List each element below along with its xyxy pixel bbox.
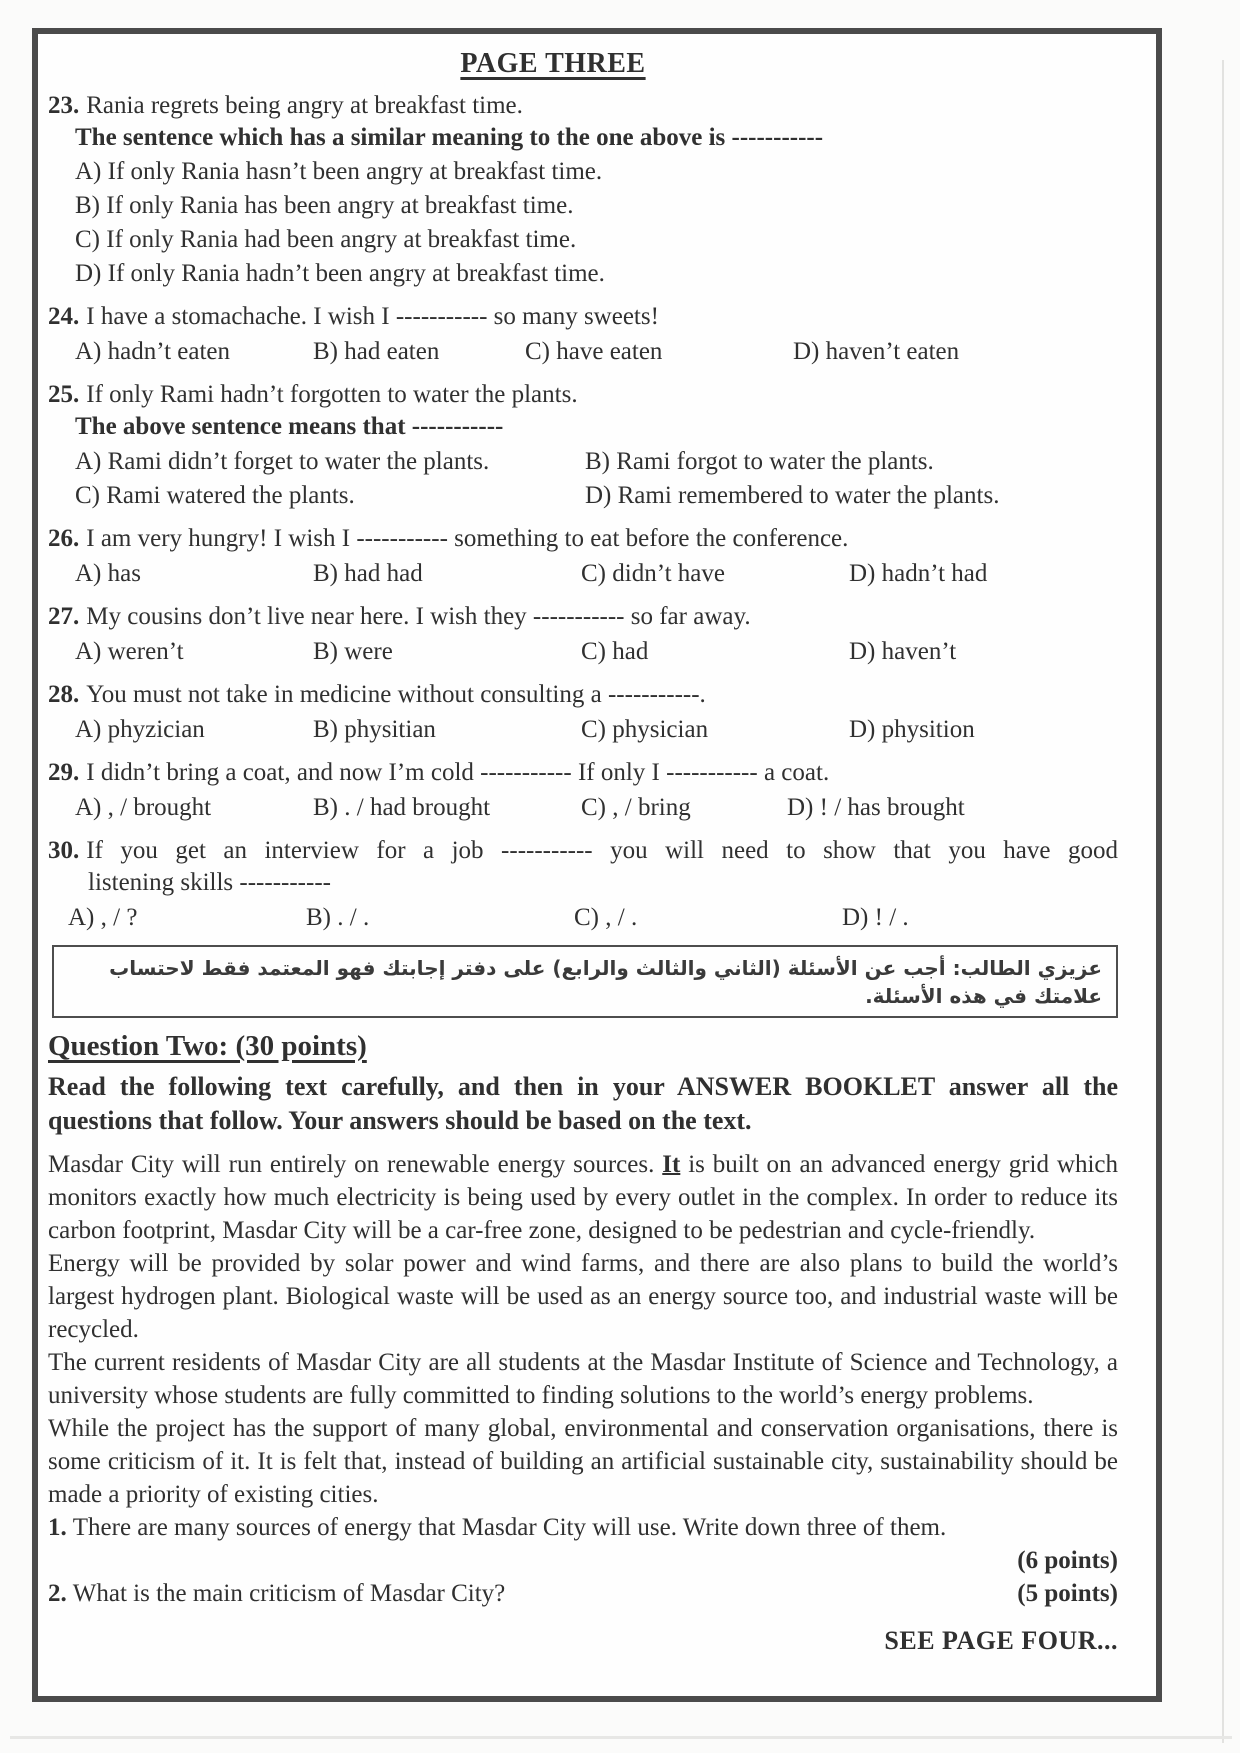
question-23-option-b: B) If only Rania has been angry at breakfast time. (75, 192, 574, 219)
question-27-option-c: C) had (581, 638, 649, 665)
question-28-stem (48, 679, 1118, 711)
question-29-stem-text: I didn’t bring a coat, and now I’m cold ----------- If only I ----------- a coat. (86, 759, 830, 786)
question-24-options (75, 336, 1118, 368)
question-25-option-b: B) Rami forgot to water the plants. (585, 448, 934, 475)
arabic-instruction-box: عزيزي الطالب: أجب عن الأسئلة (الثاني والثالث والرابع) على دفتر إجابتك فهو المعتمد فقط لاحتساب علامتك في هذه الأسئلة. (52, 945, 1118, 1018)
question-29-stem (48, 757, 1118, 789)
question-26-stem (48, 523, 1118, 555)
see-page-four-footer: SEE PAGE FOUR... (884, 1626, 1118, 1655)
reading-passage (48, 1148, 1118, 1511)
task-2-number: 2. (48, 1580, 67, 1607)
question-27-number: 27. (48, 603, 80, 630)
question-26-option-b: B) had had (313, 560, 423, 587)
question-24-stem (48, 301, 1118, 333)
question-26-stem-text: I am very hungry! I wish I ----------- something to eat before the conference. (86, 525, 849, 552)
question-30-option-d: D) ! / . (842, 904, 909, 931)
question-26-number: 26. (48, 525, 80, 552)
question-24-stem-text: I have a stomachache. I wish I ----------- so many sweets! (86, 303, 659, 330)
passage-paragraph-2: Energy will be provided by solar power and wind farms, and there are also plans to build the world’s largest hydrogen plant. Biological waste will be used as an energy source too, and industrial waste will be recycled. (48, 1250, 1118, 1343)
question-28-number: 28. (48, 681, 80, 708)
question-24-number: 24. (48, 303, 80, 330)
question-23 (48, 90, 1118, 290)
question-27-option-a: A) weren’t (75, 638, 184, 665)
task-2-text: What is the main criticism of Masdar City? (72, 1580, 506, 1607)
question-30-stem-line2: listening skills ----------- (88, 869, 331, 896)
question-26-option-a: A) has (75, 560, 141, 587)
question-29-option-a: A) , / brought (75, 794, 212, 821)
task-1-text: There are many sources of energy that Masdar City will use. Write down three of them. (72, 1514, 947, 1541)
task-2 (48, 1577, 1118, 1610)
question-24 (48, 301, 1118, 368)
question-24-option-a: A) hadn’t eaten (75, 338, 231, 365)
question-23-option-d: D) If only Rania hadn’t been angry at breakfast time. (75, 260, 605, 287)
question-25-options (75, 446, 1118, 512)
question-23-stem-text: Rania regrets being angry at breakfast time. (86, 92, 523, 119)
question-23-number: 23. (48, 92, 80, 119)
task-1 (48, 1511, 1118, 1544)
question-30-options (68, 902, 1118, 934)
question-30-number: 30. (48, 837, 80, 864)
question-23-prompt: The sentence which has a similar meaning to the one above is ----------- (75, 124, 824, 151)
question-two-instructions: Read the following text carefully, and then in your ANSWER BOOKLET answer all the questions that follow. Your answers should be based on the text. (48, 1072, 1118, 1135)
page-title (48, 48, 1058, 80)
question-30 (48, 835, 1118, 934)
question-25-stem-text: If only Rami hadn’t forgotten to water the plants. (86, 381, 578, 408)
question-27-stem (48, 601, 1118, 633)
task-1-number: 1. (48, 1514, 67, 1541)
question-29-option-c: C) , / bring (581, 794, 691, 821)
passage-paragraph-3: The current residents of Masdar City are all students at the Masdar Institute of Science and Technology, a university whose students are fully committed to finding solutions to the world’s energy problems. (48, 1349, 1118, 1409)
question-28-option-b: B) physitian (313, 716, 436, 743)
question-27-option-b: B) were (313, 638, 393, 665)
question-25-option-d: D) Rami remembered to water the plants. (585, 482, 1000, 509)
question-26-option-d: D) hadn’t had (849, 560, 988, 587)
question-28 (48, 679, 1118, 746)
question-two-section (48, 1028, 1118, 1610)
question-29-option-d: D) ! / has brought (787, 794, 965, 821)
question-26 (48, 523, 1118, 590)
question-30-stem-line1 (48, 835, 1118, 867)
question-25-option-c: C) Rami watered the plants. (75, 482, 355, 509)
scan-page-edge-bottom (10, 1736, 1232, 1739)
question-24-option-b: B) had eaten (313, 338, 440, 365)
passage-p1-before: Masdar City will run entirely on renewable energy sources. (48, 1151, 663, 1178)
question-25-option-a: A) Rami didn’t forget to water the plants. (75, 448, 490, 475)
question-23-stem (48, 90, 1118, 122)
exam-page-frame (32, 28, 1162, 1702)
question-26-options (75, 558, 1118, 590)
passage-p1-after: is built on an advanced energy grid which monitors exactly how much electricity is being used by every outlet in the complex. In order to reduce its carbon footprint, Masdar City will be a car-free zone, designed to be pedestrian and cycle-friendly. (48, 1151, 1118, 1244)
question-24-option-c: C) have eaten (525, 338, 663, 365)
task-1-points: (6 points) (1017, 1547, 1118, 1574)
question-30-stem-text1: If you get an interview for a job ----------- you will need to show that you have good (86, 837, 1118, 864)
page-title-text: PAGE THREE (460, 48, 646, 79)
question-28-option-a: A) phyzician (75, 716, 205, 743)
question-25-stem (48, 379, 1118, 411)
question-27-stem-text: My cousins don’t live near here. I wish they ----------- so far away. (86, 603, 751, 630)
question-27-options (75, 636, 1118, 668)
question-two-heading: Question Two: (30 points) (48, 1030, 367, 1062)
question-27 (48, 601, 1118, 668)
question-24-option-d: D) haven’t eaten (793, 338, 960, 365)
question-30-option-b: B) . / . (306, 904, 370, 931)
question-30-option-a: A) , / ? (68, 904, 138, 931)
question-23-options (75, 156, 1118, 290)
scan-page-edge-right (1222, 60, 1224, 1743)
question-28-options (75, 714, 1118, 746)
passage-p1-it-word: It (662, 1151, 681, 1178)
passage-paragraph-4: While the project has the support of many global, environmental and conservation organisations, there is some criticism of it. It is felt that, instead of building an artificial sustainable city, sustainability should be made a priority of existing cities. (48, 1415, 1118, 1508)
question-25-prompt: The above sentence means that ----------- (75, 413, 504, 440)
question-27-option-d: D) haven’t (849, 638, 957, 665)
question-30-option-c: C) , / . (574, 904, 638, 931)
question-28-option-c: C) physician (581, 716, 709, 743)
question-28-option-d: D) physition (849, 716, 975, 743)
question-23-option-a: A) If only Rania hasn’t been angry at breakfast time. (75, 158, 603, 185)
question-29-options (75, 792, 1118, 824)
question-25 (48, 379, 1118, 512)
question-29-number: 29. (48, 759, 80, 786)
question-28-stem-text: You must not take in medicine without consulting a -----------. (86, 681, 706, 708)
task-2-points: (5 points) (1017, 1580, 1118, 1607)
question-26-option-c: C) didn’t have (581, 560, 725, 587)
question-23-option-c: C) If only Rania had been angry at breakfast time. (75, 226, 577, 253)
question-29 (48, 757, 1118, 824)
passage-paragraph-1 (48, 1148, 1118, 1247)
question-29-option-b: B) . / had brought (313, 794, 491, 821)
question-25-number: 25. (48, 381, 80, 408)
task-2-content (48, 1577, 505, 1610)
